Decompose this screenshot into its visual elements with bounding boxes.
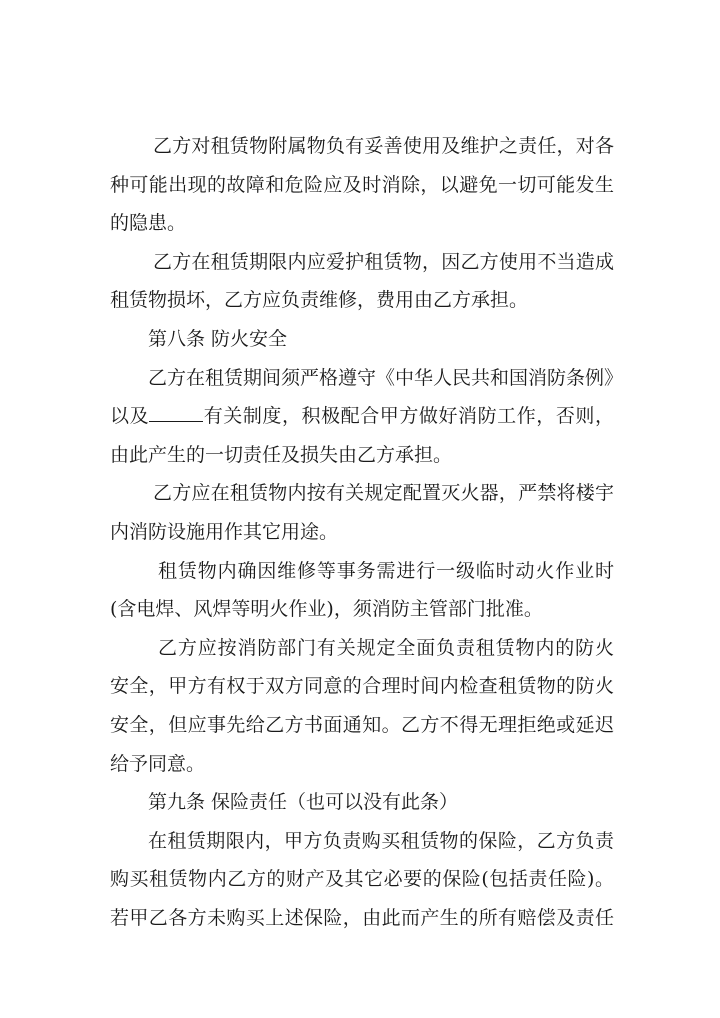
text-line: 内消防设施用作其它用途。 bbox=[110, 520, 339, 543]
fill-in-blank bbox=[149, 399, 203, 422]
text-line: 租赁物内确因维修等事务需进行一级临时动火作业时 bbox=[158, 559, 614, 582]
text-line: 乙方在租赁期间须严格遵守《中华人民共和国消防条例》 bbox=[148, 366, 624, 389]
text-line: 购买租赁物内乙方的财产及其它必要的保险(包括责任险)。 bbox=[110, 868, 614, 891]
text-segment: 有关制度，积极配合甲方做好消防工作，否则， bbox=[203, 405, 614, 428]
text-line: 乙方对租赁物附属物负有妥善使用及维护之责任，对各 bbox=[153, 135, 614, 157]
text-line: 乙方应按消防部门有关规定全面负责租赁物内的防火 bbox=[158, 636, 614, 659]
text-line: (含电焊、风焊等明火作业)，须消防主管部门批准。 bbox=[110, 598, 543, 621]
text-segment: 以及 bbox=[110, 405, 150, 428]
text-line: 在租赁期限内，甲方负责购买租赁物的保险，乙方负责 bbox=[148, 829, 614, 852]
article-heading: 第九条 保险责任（也可以没有此条） bbox=[148, 791, 459, 814]
text-line: 若甲乙各方未购买上述保险，由此而产生的所有赔偿及责任 bbox=[110, 906, 614, 929]
text-line: 的隐患。 bbox=[110, 212, 187, 235]
text-line: 乙方在租赁期限内应爱护租赁物，因乙方使用不当造成 bbox=[153, 250, 614, 273]
document-body bbox=[110, 127, 624, 937]
article-heading: 第八条 防火安全 bbox=[148, 327, 288, 350]
text-line: 乙方应在租赁物内按有关规定配置灭火器，严禁将楼宇 bbox=[153, 482, 614, 505]
text-line-with-blank bbox=[110, 397, 614, 436]
text-line: 种可能出现的故障和危险应及时消除，以避免一切可能发生 bbox=[110, 173, 614, 196]
text-line: 安全，甲方有权于双方同意的合理时间内检查租赁物的防火 bbox=[110, 675, 614, 698]
text-line: 安全，但应事先给乙方书面通知。乙方不得无理拒绝或延迟 bbox=[110, 713, 614, 736]
text-line: 由此产生的一切责任及损失由乙方承担。 bbox=[110, 443, 453, 466]
text-line: 给予同意。 bbox=[110, 752, 206, 775]
text-line: 租赁物损坏，乙方应负责维修，费用由乙方承担。 bbox=[110, 289, 529, 312]
